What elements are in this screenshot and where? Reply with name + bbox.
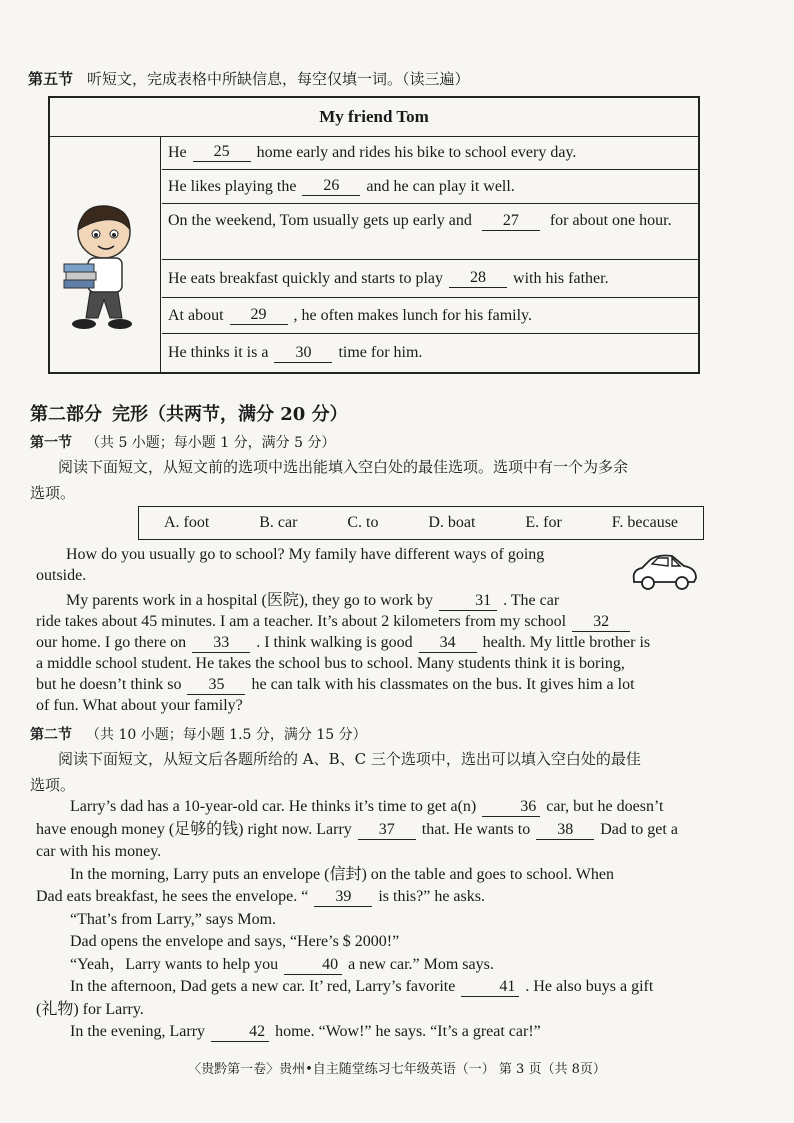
passage-line <box>36 886 706 909</box>
text: is this?” he asks. <box>378 888 485 905</box>
passage-line <box>36 632 706 653</box>
text: that. He wants to <box>421 820 531 838</box>
section1-label: 第一节 <box>30 435 72 451</box>
row-text: On the weekend, Tom usually gets up early and <box>168 212 472 229</box>
text: our home. I go there on <box>36 634 187 651</box>
answer-blank-29[interactable]: 29 <box>230 306 288 325</box>
text: . I think walking is good <box>256 634 413 651</box>
passage-line: In the morning, Larry puts an envelope (信封) on the table and goes to school. When <box>70 865 615 883</box>
passage-line: “That’s from Larry,” says Mom. <box>70 910 277 928</box>
row-text: , he often makes lunch for his family. <box>293 306 532 324</box>
row-text: home early and rides his bike to school every day. <box>256 143 577 161</box>
passage-line <box>36 590 706 611</box>
passage2 <box>36 796 706 1044</box>
table-row <box>162 298 698 334</box>
passage-line: car with his money. <box>36 843 162 860</box>
text: Larry’s dad has a 10-year-old car. He thinks it’s time to get a(n) <box>70 798 477 815</box>
instruction-line: 选项。 <box>30 776 76 794</box>
row-text: time for him. <box>338 344 423 361</box>
row-text: and he can play it well. <box>366 177 515 195</box>
passage-line <box>36 976 706 999</box>
table-row <box>162 260 698 298</box>
passage1-body <box>36 590 706 716</box>
text: In the afternoon, Dad gets a new car. It’ red, Larry’s favorite <box>70 978 456 995</box>
section1-info: （共 5 小题；每小题 1 分，满分 5 分） <box>86 435 336 451</box>
row-text: He eats breakfast quickly and starts to play <box>168 269 444 287</box>
table-row <box>162 204 698 260</box>
row-text: for about one hour. <box>549 212 672 229</box>
answer-blank-27[interactable]: 27 <box>482 212 540 231</box>
row-text: with his father. <box>513 269 609 287</box>
option-a[interactable]: A. foot <box>163 514 210 531</box>
option-b[interactable]: B. car <box>259 514 298 531</box>
section2-info: （共 10 小题；每小题 1.5 分，满分 15 分） <box>86 727 367 743</box>
options-box <box>138 506 704 540</box>
answer-blank-41[interactable]: 41 <box>461 978 519 997</box>
answer-blank-26[interactable]: 26 <box>302 177 360 196</box>
section5-instruction: 听短文，完成表格中所缺信息，每空仅填一词。（读三遍） <box>87 70 470 88</box>
text: a new car.” Mom says. <box>348 955 494 973</box>
option-f[interactable]: F. because <box>611 514 679 531</box>
row-text: He <box>168 143 187 161</box>
answer-blank-35[interactable]: 35 <box>187 676 245 695</box>
text: but he doesn’t think so <box>36 676 182 693</box>
passage-line: of fun. What about your family? <box>36 697 243 714</box>
answer-blank-36[interactable]: 36 <box>482 798 540 817</box>
answer-blank-42[interactable]: 42 <box>211 1023 269 1042</box>
instruction-line: 选项。 <box>30 484 76 502</box>
section1-instruction <box>30 454 730 506</box>
passage-line <box>36 819 706 842</box>
option-c[interactable]: C. to <box>347 514 379 531</box>
section2-label: 第二节 <box>30 727 72 743</box>
passage-line <box>36 611 706 632</box>
answer-blank-25[interactable]: 25 <box>193 143 251 162</box>
text: . He also buys a gift <box>525 978 654 995</box>
passage-line: How do you usually go to school? My family have different ways of going <box>66 546 545 563</box>
option-d[interactable]: D. boat <box>428 514 476 531</box>
passage-line <box>36 796 706 819</box>
section2-header <box>30 724 367 744</box>
text: . The car <box>503 592 560 609</box>
table-row <box>162 170 698 204</box>
text: In the evening, Larry <box>70 1023 206 1040</box>
part2-header <box>30 400 348 426</box>
text: he can talk with his classmates on the bus. It gives him a lot <box>251 676 635 693</box>
passage-line: a middle school student. He takes the school bus to school. Many students think it is boring, <box>36 655 625 672</box>
table-row <box>162 334 698 372</box>
passage-line: (礼物) for Larry. <box>36 1000 144 1018</box>
answer-blank-31[interactable]: 31 <box>439 592 497 611</box>
answer-blank-33[interactable]: 33 <box>192 634 250 653</box>
text: health. My little brother is <box>482 634 651 651</box>
instruction-line: 阅读下面短文，从短文前的选项中选出能填入空白处的最佳选项。选项中有一个为多余 <box>58 458 629 476</box>
part2-title: 第二部分 <box>30 404 102 425</box>
answer-blank-34[interactable]: 34 <box>419 634 477 653</box>
text: home. “Wow!” he says. “It’s a great car!” <box>275 1023 541 1040</box>
table-title: My friend Tom <box>50 98 698 137</box>
answer-blank-37[interactable]: 37 <box>358 821 416 840</box>
option-e[interactable]: E. for <box>525 514 562 531</box>
part2-subtitle: 完形（共两节，满分 20 分） <box>112 404 348 425</box>
passage-line <box>36 1021 706 1044</box>
car-icon <box>628 552 700 594</box>
text: My parents work in a hospital (医院), they go to work by <box>66 592 434 609</box>
instruction-line: 阅读下面短文，从短文后各题所给的 A、B、C 三个选项中，选出可以填入空白处的最佳 <box>58 750 641 768</box>
passage1 <box>36 544 626 586</box>
text: car, but he doesn’t <box>546 798 664 815</box>
table-row <box>162 136 698 170</box>
answer-blank-39[interactable]: 39 <box>314 888 372 907</box>
passage-line <box>36 954 706 977</box>
section2-instruction <box>30 746 750 798</box>
text: have enough money (足够的钱) right now. Larry <box>36 820 352 838</box>
text: Dad eats breakfast, he sees the envelope. “ <box>36 888 309 905</box>
answer-blank-40[interactable]: 40 <box>284 956 342 975</box>
boy-illustration <box>56 200 146 340</box>
answer-blank-38[interactable]: 38 <box>536 821 594 840</box>
text: ride takes about 45 minutes. I am a teacher. It’s about 2 kilometers from my school <box>36 613 567 630</box>
row-text: He likes playing the <box>168 177 297 195</box>
answer-blank-32[interactable]: 32 <box>572 613 630 632</box>
row-text: He thinks it is a <box>168 344 269 361</box>
answer-blank-30[interactable]: 30 <box>274 344 332 363</box>
section1-header <box>30 432 335 452</box>
section5-label: 第五节 <box>28 70 74 88</box>
row-text: At about <box>168 306 224 324</box>
text: “Yeah，Larry wants to help you <box>70 955 279 973</box>
text: Dad to get a <box>600 820 678 838</box>
passage-line: Dad opens the envelope and says, “Here’s $ 2000!” <box>70 933 400 950</box>
page-footer: 〈贵黔第一卷〉贵州•自主随堂练习七年级英语（一） 第 3 页（共 8页） <box>188 1062 606 1077</box>
answer-blank-28[interactable]: 28 <box>449 269 507 288</box>
passage-line <box>36 674 706 695</box>
passage-line: outside. <box>36 567 87 584</box>
section5-header <box>28 68 470 89</box>
